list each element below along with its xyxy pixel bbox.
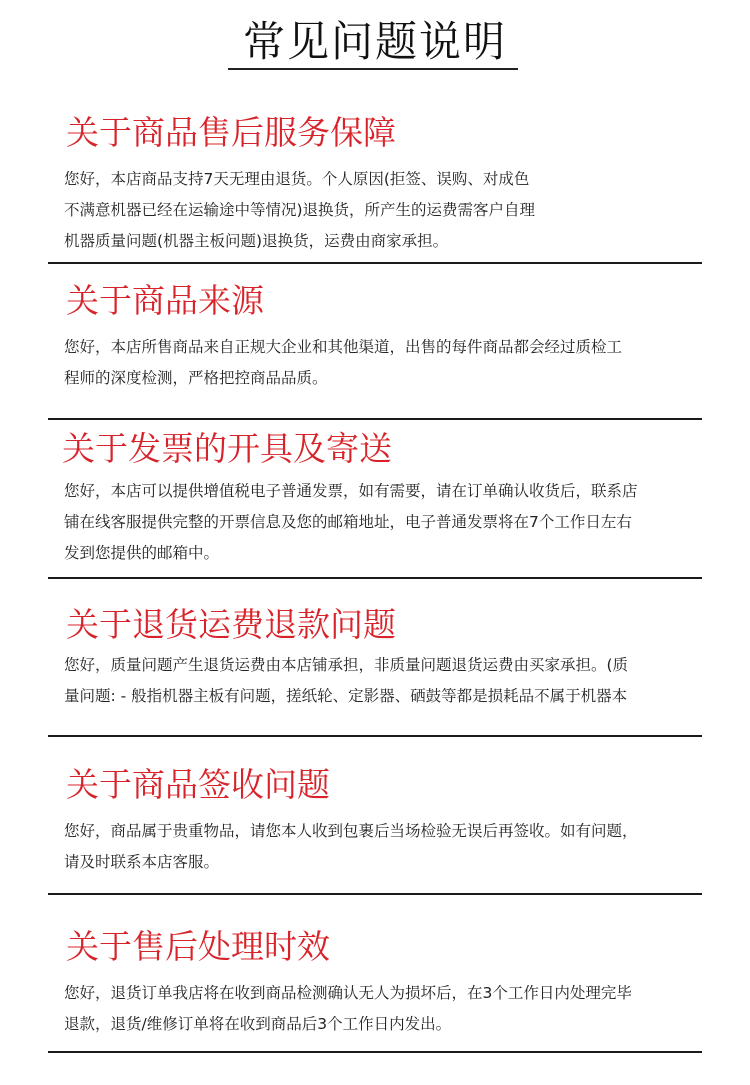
body-line: 您好，质量问题产生退货运费由本店铺承担，非质量问题退货运费由买家承担。(质 bbox=[64, 656, 629, 674]
body-line: 您好，商品属于贵重物品，请您本人收到包裹后当场检验无误后再签收。如有问题， bbox=[64, 822, 638, 840]
section-heading: 关于商品来源 bbox=[66, 281, 264, 320]
page-title: 常见问题说明 bbox=[242, 17, 507, 66]
body-line: 您好，本店商品支持7天无理由退货。个人原因(拒签、误购、对成色 bbox=[64, 170, 530, 188]
body-line: 不满意机器已经在运输途中等情况)退换货，所产生的运费需客户自理 bbox=[64, 201, 536, 219]
body-line: 铺在线客服提供完整的开票信息及您的邮箱地址，电子普通发票将在7个工作日左右 bbox=[64, 513, 632, 531]
section-body bbox=[64, 650, 704, 712]
section-body bbox=[64, 476, 704, 569]
body-line: 量问题: - 般指机器主板有问题，搓纸轮、定影器、硒鼓等都是损耗品不属于机器本 bbox=[64, 687, 628, 705]
section-body bbox=[64, 164, 704, 257]
section-divider bbox=[48, 893, 702, 895]
section-heading: 关于商品签收问题 bbox=[66, 765, 330, 804]
body-line: 程师的深度检测，严格把控商品品质。 bbox=[64, 369, 328, 387]
section-divider bbox=[48, 1051, 702, 1053]
section-divider bbox=[48, 418, 702, 420]
section-body bbox=[64, 332, 704, 394]
section-heading: 关于发票的开具及寄送 bbox=[62, 429, 392, 468]
section-body bbox=[64, 816, 704, 878]
body-line: 您好，本店可以提供增值税电子普通发票，如有需要，请在订单确认收货后，联系店 bbox=[64, 482, 638, 500]
body-line: 发到您提供的邮箱中。 bbox=[64, 544, 220, 562]
title-underline bbox=[228, 68, 518, 70]
body-line: 请及时联系本店客服。 bbox=[64, 853, 220, 871]
section-divider bbox=[48, 262, 702, 264]
section-heading: 关于退货运费退款问题 bbox=[66, 605, 396, 644]
section-heading: 关于商品售后服务保障 bbox=[66, 113, 396, 152]
section-heading: 关于售后处理时效 bbox=[66, 927, 330, 966]
section-body bbox=[64, 978, 704, 1040]
body-line: 您好，退货订单我店将在收到商品检测确认无人为损坏后，在3个工作日内处理完毕 bbox=[64, 984, 632, 1002]
section-divider bbox=[48, 577, 702, 579]
body-line: 您好，本店所售商品来自正规大企业和其他渠道，出售的每件商品都会经过质检工 bbox=[64, 338, 623, 356]
section-divider bbox=[48, 735, 702, 737]
body-line: 机器质量问题(机器主板问题)退换货，运费由商家承担。 bbox=[64, 232, 449, 250]
body-line: 退款，退货/维修订单将在收到商品后3个工作日内发出。 bbox=[64, 1015, 452, 1033]
